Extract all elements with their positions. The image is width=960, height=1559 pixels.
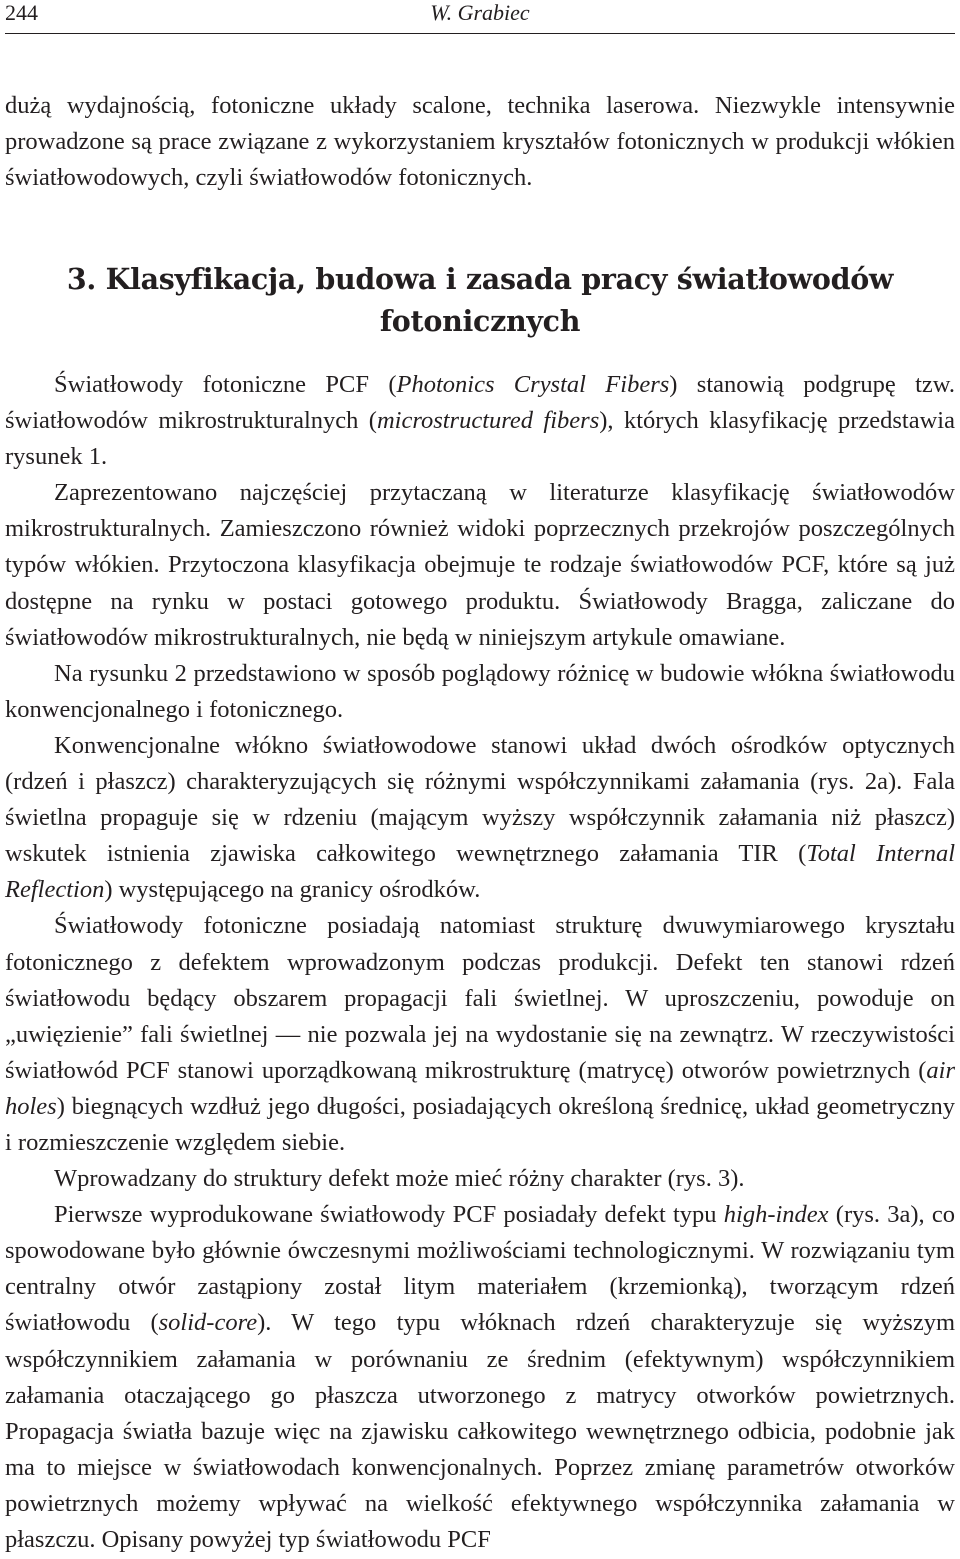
p1-text-a: Światłowody fotoniczne PCF ( — [54, 371, 397, 398]
p1-text-e: ), których klasyfikację przedstawia rysunek 1. — [5, 407, 955, 471]
paragraph-3: Na rysunku 2 przedstawiono w sposób poglądowy różnicę w budowie włókna światłowodu konwencjonalnego i fotonicznego. — [5, 659, 955, 723]
page-number: 244 — [5, 0, 38, 25]
p4-term-tir: Total Internal Reflection — [5, 840, 955, 904]
paragraph-2: Zaprezentowano najczęściej przytaczaną w literaturze klasyfikację światłowodów mikrostrukturalnych. Zamieszczono również widoki poprzecznych przekrojów poszczególnych typów włókien. Przytoczona klasyfikacja obejmuje te rodzaje światłowodów PCF, które są już dostępne na rynku w postaci gotowego produktu. Światłowody Bragga, zaliczane do światłowodów mikrostrukturalnych, nie będą w niniejszym artykule omawiane. — [5, 479, 955, 651]
p1-term-pcf: Photonics Crystal Fibers — [396, 371, 670, 398]
section-title — [5, 258, 955, 342]
paragraph-1 — [5, 367, 955, 475]
page-header — [5, 0, 955, 34]
p5-text-a: Światłowody fotoniczne posiadają natomiast strukturę dwuwymiarowego kryształu fotonicznego z defektem wprowadzonym podczas produkcji. Defekt ten stanowi rdzeń światłowodu będący obszarem propagacji fali świetlnej. W uproszczeniu, powoduje on „uwięzienie” fali świetlnej — nie pozwala jej na wydostanie się na zewnątrz. W rzeczywistości światłowód PCF stanowi uporządkowaną mikrostrukturę (matrycę) otworów powietrznych ( — [5, 912, 955, 1084]
p7-text-c: (rys. 3a), co spowodowane było głównie ówczesnymi możliwościami technologicznymi. W rozwiązaniu tym centralny otwór zastąpiony został litym materiałem (krzemionką), tworzącym rdzeń światłowodu ( — [5, 1201, 955, 1337]
p5-text-c: ) biegnących wzdłuż jego długości, posiadających określoną średnicę, układ geometryczny i rozmieszczenie względem siebie. — [5, 1092, 955, 1156]
p4-text-c: ) występującego na granicy ośrodków. — [104, 876, 481, 904]
p7-term-solid-core: solid-core — [158, 1309, 258, 1337]
p1-term-microstructured: microstructured fibers — [376, 407, 600, 435]
section-title-line1: 3. Klasyfikacja, budowa i zasada pracy światłowodów — [66, 262, 894, 296]
p1-text-c: ) stanowią podgrupę tzw. światłowodów mikrostrukturalnych ( — [5, 371, 955, 435]
intro-paragraph: dużą wydajnością, fotoniczne układy scalone, technika laserowa. Niezwykle intensywnie prowadzone są prace związane z wykorzystaniem kryształów fotonicznych w produkcji włókien światłowodowych, czyli światłowodów fotonicznych. — [5, 92, 955, 192]
section-title-line2: fotonicznych — [379, 304, 581, 338]
p5-term-air-holes: air holes — [5, 1056, 955, 1120]
p4-text-a: Konwencjonalne włókno światłowodowe stanowi układ dwóch ośrodków optycznych (rdzeń i płaszcz) charakteryzujących się różnymi współczynnikami załamania (rys. 2a). Fala świetlna propaguje się w rdzeniu (mającym wyższy współczynnik załamania niż płaszcz) wskutek istnienia zjawiska całkowitego wewnętrznego załamania TIR ( — [5, 731, 955, 868]
paragraph-5 — [5, 908, 955, 1161]
paragraph-7 — [5, 1197, 955, 1558]
p7-text-a: Pierwsze wyprodukowane światłowody PCF posiadały defekt typu — [54, 1201, 724, 1229]
intro-block — [5, 88, 955, 196]
body-text — [5, 367, 955, 1558]
running-head: W. Grabiec — [430, 0, 530, 25]
p7-text-e: ). W tego typu włóknach rdzeń charakteryzuje się wyższym współczynnikiem załamania w porównaniu ze średnim (efektywnym) współczynnikiem załamania otaczającego go płaszcza utworzonego z matrycy otworków powietrznych. Propagacja światła bazuje więc na zjawisku całkowitego wewnętrznego odbicia, podobnie jak ma to miejsce w światłowodach konwencjonalnych. Poprzez zmianę parametrów otworków powietrznych możemy wpływać na wielkość efektywnego współczynnika załamania w płaszczu. Opisany powyżej typ światłowodu PCF — [5, 1309, 956, 1553]
p7-term-high-index: high-index — [723, 1201, 829, 1229]
paragraph-6: Wprowadzany do struktury defekt może mieć różny charakter (rys. 3). — [54, 1165, 745, 1193]
paragraph-4 — [5, 728, 955, 908]
